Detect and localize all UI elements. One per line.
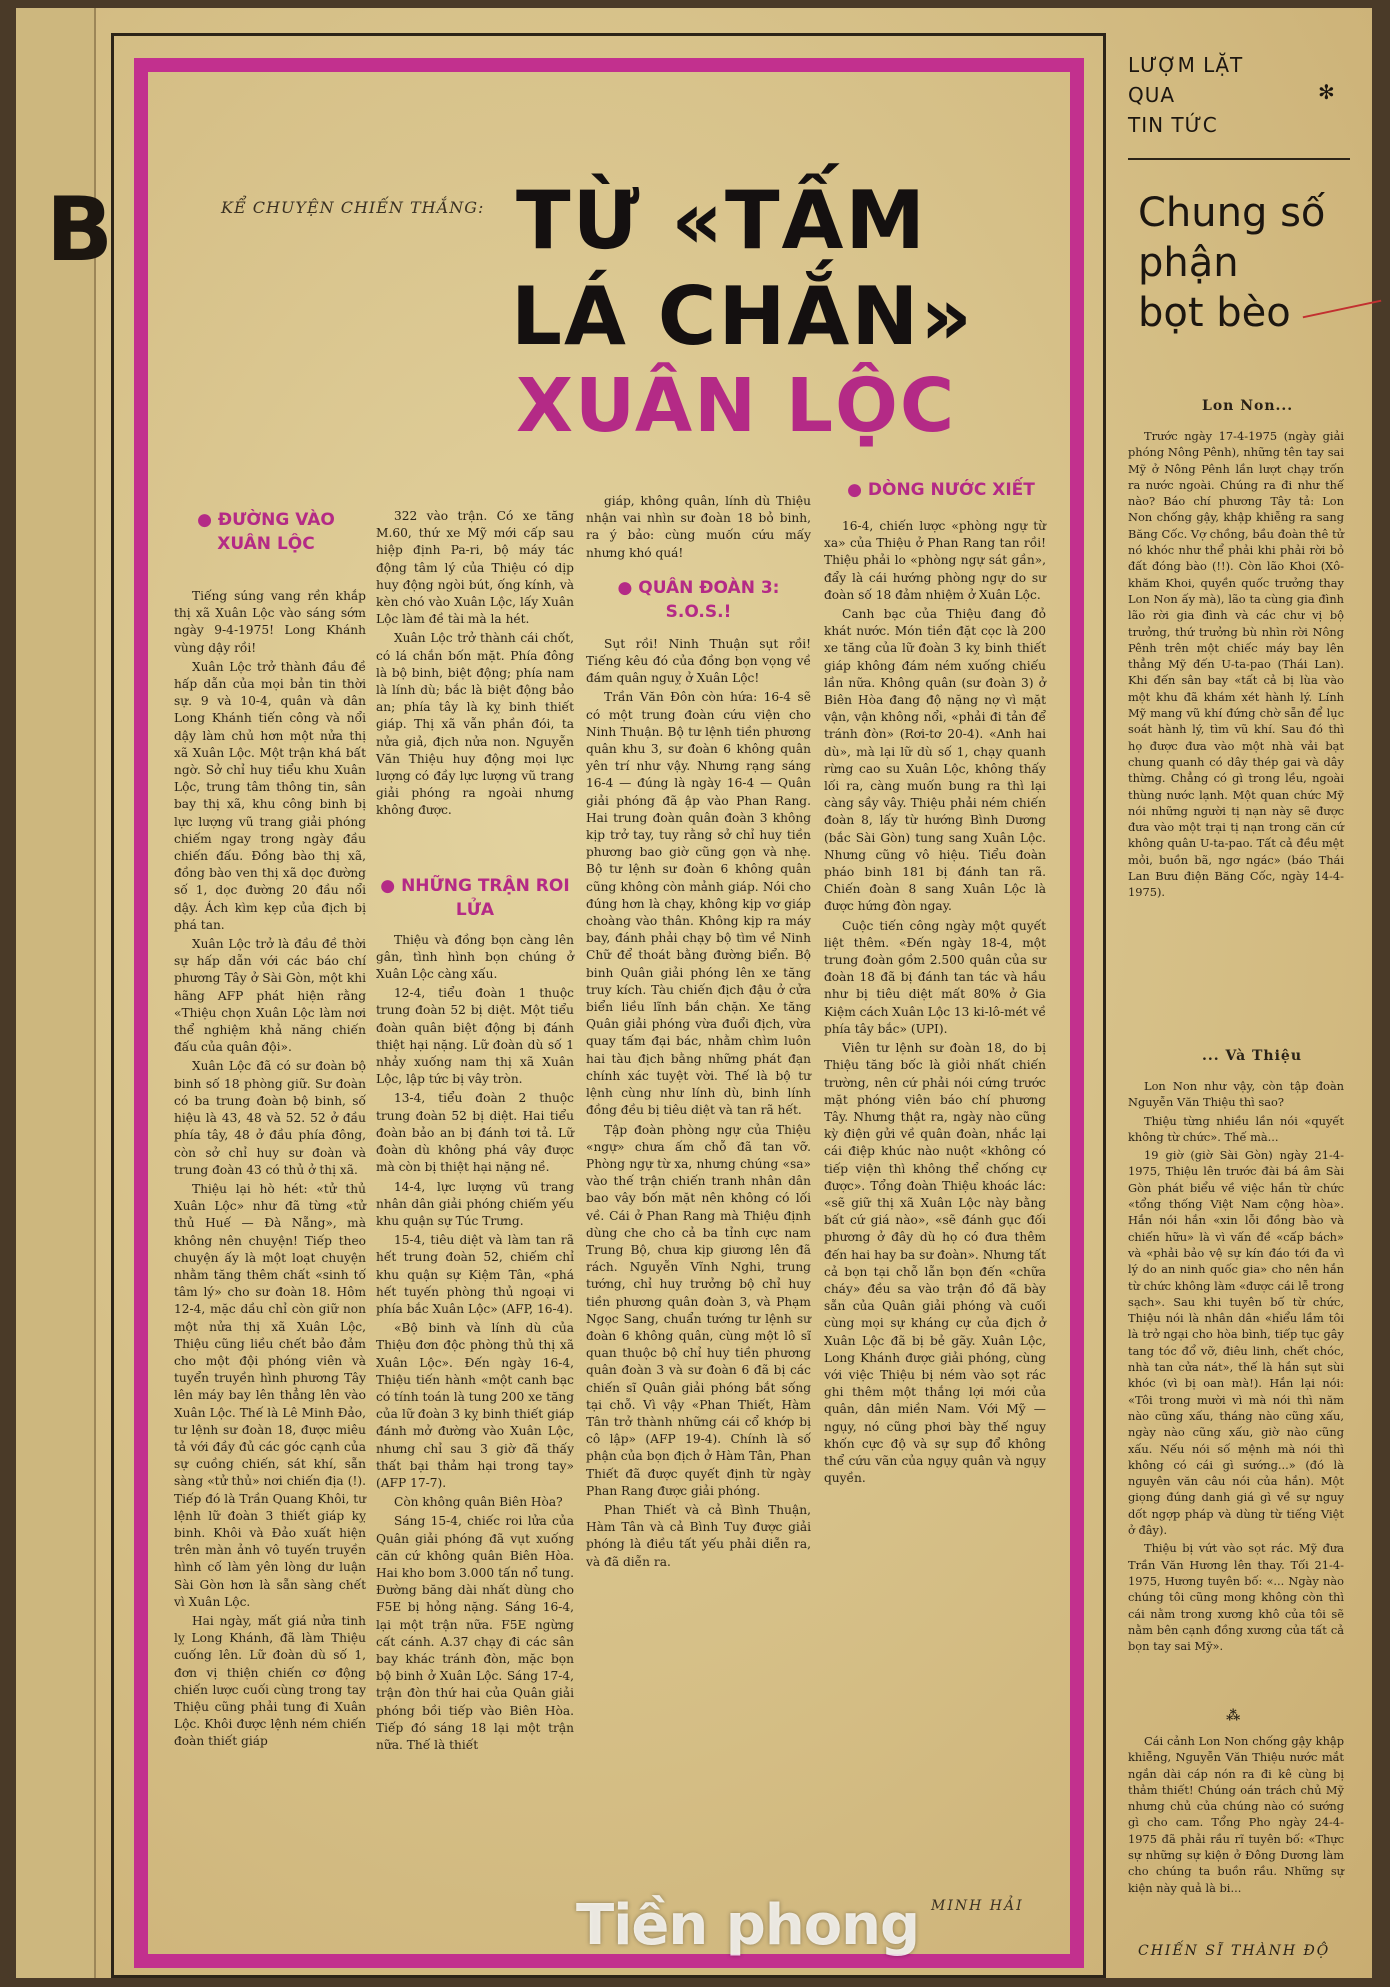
section-heading-2: ● NHỮNG TRẬN ROI LỬA xyxy=(380,875,570,920)
section-heading-4: ● DÒNG NƯỚC XIẾT xyxy=(847,480,1035,500)
title-line-2: LÁ CHẮN» xyxy=(511,270,974,363)
article-title-place: XUÂN LỘC xyxy=(516,363,957,449)
roundup-text-3: Cái cảnh Lon Non chống gậy khập khiễng, Nguyễn Văn Thiệu nước mắt ngắn dài cáp nón ra đi kê cùng bị thảm thiết! Chúng oán trách chủ Mỹ nhưng chủ của chúng nào có sướng gì cho cam. Tổng Pho ngày 24-4-1975 đã phải rầu rĩ tuyên bố: «Thực sự những sự kiện ở Đông Dương làm cho chúng ta buồn rầu. Những sự kiện này quả là bi... xyxy=(1128,1734,1344,1895)
rubric-title: LƯỢM LẶT QUA TIN TỨC xyxy=(1128,53,1244,137)
column-2: 322 vào trận. Có xe tăng M.60, thứ xe Mỹ mới cấp sau hiệp định Pa-ri, bộ máy tác động tâm lý của Thiệu có dịp huy động ngòi bút, ống kính, và kèn chó vào Xuân Lộc, lấy Xuân Lộc làm đề tài mà la hét. Xuân Lộc trở thành cái chốt, có lá chắn bốn mặt. Phía đông là bộ binh, biệt động; phía nam là lính dù; bắc là biệt động bảo an; phía tây là kỵ binh thiết giáp. Thị xã vẫn phần đói, ta nửa giả, địch nửa non. Nguyễn Văn Thiệu huy động mọi lực lượng có đầy lực lượng vũ trang giải phóng ra ngoài nhưng không được. ● NHỮNG TRẬN ROI LỬA Thiệu và đồng bọn càng lên gân, tình hình bọn chúng ở Xuân Lộc càng xấu. 12-4, tiểu đoàn 1 thuộc trung đoàn 52 bị diệt. Một tiểu đoàn quân biệt động bị đánh thiệt hại nặng. Lữ đoàn dù số 1 nhảy xuống nam thị xã Xuân Lộc, lập tức bị vây tròn. 13-4, tiểu đoàn 2 thuộc trung đoàn 52 bị diệt. Hai tiểu đoàn bảo an bị đánh tơi tả. Lữ đoàn dù không phá vây được mà còn bị thiệt hại nặng nề. 14-4, lực lượng vũ trang nhân dân giải phóng chiếm yếu khu quận sự Túc Trưng. 15-4, tiêu diệt và làm tan rã hết trung đoàn 52, chiếm chỉ khu quận sự Kiệm Tân, «phá hết tuyến phòng thủ ngoại vi phía bắc Xuân Lộc» (AFP, 16-4). «Bộ binh và lính dù của Thiệu đơn độc phòng thủ thị xã Xuân Lộc». Đến ngày 16-4, Thiệu tiến hành «một canh bạc có tính toán là tung 200 xe tăng của lữ đoàn 3 kỵ binh thiết giáp đánh mở đường vào Xuân Lộc, nhưng chỉ sau 3 giờ đã thấy thất bại thảm hại trong tay» (AFP 17-7). Còn không quân Biên Hòa? Sáng 15-4, chiếc roi lửa của Quân giải phóng đã vụt xuống căn cứ không quân Biên Hòa. Hai kho bom 3.000 tấn nổ tung. Đường băng dài nhất dùng cho F5E bị hỏng nặng. Sáng 16-4, lại một trận nữa. F5E ngừng cất cánh. A.37 chạy đi các sân bay khác tránh đòn, mặc bọn bộ binh ở Xuân Lộc. Sáng 17-4, trận đòn thứ hai của Quân giải phóng bồi tiếp vào Biên Hòa. Tiếp đó sáng 18 lại một trận nữa. Thế là thiết xyxy=(376,509,574,1752)
star-ornament-icon: ✻ xyxy=(1318,80,1335,104)
roundup-text-2: Lon Non như vậy, còn tập đoàn Nguyễn Văn Thiệu thì sao? Thiệu từng nhiều lần nói «quyết không từ chức». Thế mà... 19 giờ (giờ Sài Gòn) ngày 21-4-1975, Thiệu lên trước đài bá âm Sài Gòn phát biểu về việc hắn từ chức «tổng thống Việt Nam cộng hòa». Hắn nói hắn «xin lỗi đồng bào và chiến hữu» là vì vấn đề «cấp bách» và «phải bảo vệ sự kín đáo tới đa vì lý do an ninh quốc gia» cho nên hắn từ chức không làm «được cái lễ trong sạch». Sau khi tuyên bố từ chức, Thiệu nói là nhân dân «hiểu lầm tôi là trở ngại cho hòa bình, tiếp tục gây tang tóc đổ vỡ, điêu linh, chết chóc, nhà tan cửa nát», thế là hắn sụt sùi khóc (vì bị oan mà!). Hắn lại nói: «Tôi trong mười vì mà nói thì năm nào cũng xấu, tháng nào cũng xấu, ngày nào cũng xấu, giờ nào cũng xấu. Nếu nói số mệnh mà nói thì không có cái gì sướng...» (đó là nguyên văn câu nói của hắn). Một giọng đúng danh giá gì về sự nguy dốt ngợp pháp và dùng từ tiếng Việt ở đây). Thiệu bị vứt vào sọt rác. Mỹ đưa Trần Văn Hương lên thay. Tối 21-4-1975, Hương tuyên bố: «... Ngày nào chúng tôi cũng mong không còn thì cái nằm trong xương khô của tôi sẽ nằm bên cạnh đồng xương của tất cả bọn tay sai Mỹ». xyxy=(1128,1079,1344,1654)
adjacent-page-strip xyxy=(16,8,114,1978)
title-line-1: TỪ «TẤM xyxy=(516,174,928,267)
subhead-lon-non: Lon Non... xyxy=(1202,398,1294,414)
section-heading-1: ● ĐƯỜNG VÀO XUÂN LỘC xyxy=(197,510,335,554)
publisher-watermark-logo: Tiền phong xyxy=(576,1893,920,1958)
column-4: 16-4, chiến lược «phòng ngự từ xa» của Thiệu ở Phan Rang tan rồi! Thiệu phải lo «phòng ngự sát gần», đẩy là cái hướng phòng ngự do sư đoàn số 18 đảm nhiệm ở Xuân Lộc. Canh bạc của Thiệu đang đỏ khát nước. Món tiền đặt cọc là 200 xe tăng của lữ đoàn 3 kỵ binh thiết giáp không đám ném xuống chiếu lần nữa. Không quân (sư đoàn 3) ở Biên Hòa đang độ nặng nợ vì mặt vận, vận không nổi, «phải đi tản để tránh đòn» (Rơi-tơ 20-4). «Anh hai dù», mà lại lữ dù số 1, chạy quanh rừng cao su Xuân Lộc, không thấy lối ra, càng muốn bung ra thì lại càng sầy vây. Thiệu phải ném chiến đoàn 8, lấy từ hướng Bình Dương (bắc Sài Gòn) tung sang Xuân Lộc. Nhưng cũng vô hiệu. Tiểu đoàn pháo binh 181 bị đánh tan rã. Chiến đoàn 8 sang Xuân Lộc là được hứng đòn ngay. Cuộc tiến công ngày một quyết liệt thêm. «Đến ngày 18-4, một trung đoàn gồm 2.500 quân của sư đoàn 18 đã bị đánh tan tác và hầu như bị tiêu diệt mất 80% ở Gia Kiệm cách Xuân Lộc 13 ki-lô-mét về phía tây bắc» (UPI). Viên tư lệnh sư đoàn 18, do bị Thiệu tăng bốc là giỏi nhất chiến trường, nên cứ phải nói cứng trước mặt phóng viên báo chí phương Tây. Nhưng thật ra, ngày nào cũng kỳ điện gửi về quân đoàn, nhắc lại cái điệp khúc nào nuột «không có tiếp viện thì không thể chống cự được». Tổng đoàn Thiệu khoác lác: «sẽ giữ thị xã Xuân Lộc này bằng bất cứ giá nào», «sẽ đánh gục đối phương ở đây dù họ có đưa thêm đến hai hay ba sư đoàn». Nhưng tất cả bọn tại chỗ lẫn bọn đến «chữa cháy» đều sa vào trận đồ đã bày sẵn của Quân giải phóng và cuối cùng mọi sự kháng cự của địch ở Xuân Lộc đã bị bẻ gãy. Xuân Lộc, Long Khánh được giải phóng, cùng với việc Thiệu bị ném vào sọt rác ghi thêm một thắng lợi mới của quân, dân miền Nam. Với Mỹ — ngụy, nó cũng phơi bày thế nguy khốn cực độ và sự sụp đổ không thể cứu vãn của ngụy quân và ngụy quyền. xyxy=(824,519,1046,1486)
bullet-icon: ● xyxy=(380,875,402,896)
bullet-icon: ● xyxy=(197,510,218,530)
subhead-va-thieu: ... Và Thiệu xyxy=(1202,1048,1303,1064)
newspaper-page xyxy=(16,8,1372,1978)
news-roundup-column xyxy=(1106,8,1372,1978)
section-separator-icon: ⁂ xyxy=(1226,1708,1242,1724)
adjacent-page-letter: B xyxy=(46,178,114,281)
rubric-divider xyxy=(1128,158,1350,160)
column-1: Tiếng súng vang rền khắp thị xã Xuân Lộc vào sáng sớm ngày 9-4-1975! Long Khánh vùng dậy rồi! Xuân Lộc trở thành đầu đề hấp dẫn của mọi bản tin thời sự. 9 và 10-4, quân và dân Long Khánh tiến công và nổi dậy làm chủ hơn một nửa thị xã Xuân Lộc. Một trận khá bất ngờ. Sở chỉ huy tiểu khu Xuân Lộc, trung tâm thông tin, sân bay thị xã, khu công binh bị lực lượng vũ trang giải phóng chiếm ngay trong ngày đầu chiến đấu. Đồng bào thị xã, đồng bào ven thị xã dọc đường số 1, dọc đường 20 đầu nổi dậy. Ách kìm kẹp của địch bị phá tan. Xuân Lộc trở là đầu đề thời sự hấp dẫn với các báo chí phương Tây ở Sài Gòn, một khi hãng AFP phát hiện rằng «Thiệu chọn Xuân Lộc làm nơi thể nghiệm khả năng chiến đấu của quân đội». Xuân Lộc đã có sư đoàn bộ binh số 18 phòng giữ. Sư đoàn có ba trung đoàn bộ binh, số hiệu là 43, 48 và 52. 52 ở đầu phía tây, 48 ở đầu phía đông, còn sở chỉ huy sư đoàn và trung đoàn 43 có thủ ở thị xã. Thiệu lại hò hét: «tử thủ Xuân Lộc» như đã từng «tử thủ Huế — Đà Nẵng», mà không nên chuyện! Tiếp theo chuyện ấy là một loạt chuyện nhằm tăng thêm chất «sinh tố tâm lý» cho sư đoàn 18. Hôm 12-4, mặc dầu chỉ còn giữ non một nửa thị xã Xuân Lộc, Thiệu cũng liều chết bảo đảm cho một đội phóng viên và tuyển truyền hình phương Tây lên máy bay lên thẳng lên vào Xuân Lộc. Thế là Lê Minh Đảo, tư lệnh sư đoàn 18, được miêu tả với đầy đủ các góc cạnh của sự cuồng chiến, sát khí, sẵn sàng «tử thủ» nơi chiến địa (!). Tiếp đó là Trần Quang Khôi, tư lệnh lữ đoàn 3 thiết giáp kỵ binh. Khôi và Đảo xuất hiện trên màn ảnh vô tuyến truyền hình cố làm yên lòng dư luận Sài Gòn hơn là sẵn sàng chết vì Xuân Lộc. Hai ngày, mất giá nửa tinh lỵ Long Khánh, đã làm Thiệu cuống lên. Lữ đoàn dù số 1, đơn vị thiện chiến cơ động chiến lược cuối cùng trong tay Thiệu cũng phải tung đi Xuân Lộc. Khôi được lệnh ném chiến đoàn thiết giáp xyxy=(174,589,366,1749)
roundup-text-1: Trước ngày 17-4-1975 (ngày giải phóng Nông Pênh), những tên tay sai Mỹ ở Nông Pênh lần lượt chạy trốn ra nước ngoài. Chúng ra đi như thế nào? Báo chí phương Tây tả: Lon Non chống gậy, khập khiễng ra sang Băng Cốc. Vợ chồng, bầu đoàn thê tử nó khóc như thể phải khi phải rời bỏ đất đóng bào (!!). Còn lão Khoi (Xô-khăm Khoi, quyền quốc trưởng thay Lon Non ấy mà), lão ta cùng gia đình lão rời gia đình và các chư vị bộ trưởng, thứ trưởng bù nhìn rời Nông Pênh trên một chiếc máy bay lên thẳng Mỹ đến U-ta-pao (Thái Lan). Khi đến sân bay «tất cả bị lùa vào một khu đã khám xét hành lý. Lính Mỹ mang vũ khí đứng chờ sẵn để lục soát hành lý, tìm vũ khí. Sau đó thì họ được đưa vào một nhà vải bạt chung quanh có dây thép gai và dây thừng. Chẳng có gì trong lều, ngoài thùng nước lạnh. Một quan chức Mỹ nói những người tị nạn này sẽ được đưa vào một trại tị nạn trong căn cứ không quân U-ta-pao. Tất cả đều mệt mỏi, buồn bã, ngơ ngác» (báo Thái Lan Bưu điện Băng Cốc, ngày 14-4-1975). xyxy=(1128,429,1344,900)
column-3: giáp, không quân, lính dù Thiệu nhận vai nhìn sư đoàn 18 bỏ binh, ra ý bảo: cùng muốn cứu mấy nhưng khó quá! ● QUÂN ĐOÀN 3: S.O.S.! Sụt rồi! Ninh Thuận sụt rồi! Tiếng kêu đó của đồng bọn vọng về đám quân nguỵ ở Xuân Lộc! Trần Văn Đôn còn hứa: 16-4 sẽ có một trung đoàn cứu viện cho Ninh Thuận. Bộ tư lệnh tiền phương quân khu 3, sư đoàn 6 không quân yên trí như vậy. Nhưng rạng sáng 16-4 — đúng là ngày 16-4 — Quân giải phóng đã ập vào Phan Rang. Hai trung đoàn quân đoàn 3 không kịp trở tay, tuy rằng sở chỉ huy tiền phương bao giờ cũng gọn và nhẹ. Bộ tư lệnh sư đoàn 6 không quân cũng không còn mảnh giáp. Nói cho đúng hơn là chạy, không kịp vơ giáp choàng vào thân. Không kịp ra máy bay, đánh phải chạy bộ tìm về Ninh Chữ để thoát bằng đường biển. Bộ binh Quân giải phóng lên xe tăng truy kích. Tàu chiến địch đậu ở cửa biển liều lĩnh bắn chặn. Xe tăng Quân giải phóng vừa đuổi địch, vừa quay tấm đại bác, nhằm chìm luôn hai tàu địch bằng những phát đạn chính xác tuyệt vời. Thế là bộ tư lệnh cùng như lính dù, binh lính đồng đều bị tiêu diệt và tan rã hết. Tập đoàn phòng ngự của Thiệu «ngự» chưa ấm chỗ đã tan vỡ. Phòng ngự từ xa, nhưng chúng «sa» vào thế trận chiến tranh nhân dân bao vây bốn mặt nên không có lối về. Cái ở Phan Rang mà Thiệu định dùng che cho cả ba tỉnh cực nam Trung Bộ, chưa kịp giương lên đã rách. Nguyễn Vĩnh Nghi, trung tướng, chỉ huy trưởng bộ chỉ huy tiền phương quân đoàn 3, và Phạm Ngọc Sang, chuẩn tướng tư lệnh sư đoàn 6 không quân, cùng một lô sĩ quan thuộc bộ chỉ huy tiền phương quân đoàn 3 và sư đoàn 6 đã bị các chiến sĩ Quân giải phóng bắt sống tại chỗ. Vì vậy «Phan Thiết, Hàm Tân trở thành những cái cổ khớp bị cô lập» (AFP 19-4). Chính là số phận của bọn địch ở Hàm Tân, Phan Thiết đã được quyết định từ ngày Phan Rang được giải phóng. Phan Thiết và cả Bình Thuận, Hàm Tân và cả Bình Tuy được giải phóng là điều tất yếu phải diễn ra, và đã diễn ra. xyxy=(586,494,811,1569)
article-byline: MINH HẢI xyxy=(931,1898,1024,1914)
section-heading-3: ● QUÂN ĐOÀN 3: S.O.S.! xyxy=(617,577,780,622)
bullet-icon: ● xyxy=(847,480,868,500)
roundup-title: Chung số phận bọt bèo xyxy=(1138,190,1326,336)
bullet-icon: ● xyxy=(617,577,639,598)
article-title xyxy=(511,173,1036,365)
roundup-byline: CHIẾN SĨ THÀNH ĐỘ xyxy=(1138,1943,1331,1959)
article-kicker: KỂ CHUYỆN CHIẾN THẮNG: xyxy=(221,198,485,217)
